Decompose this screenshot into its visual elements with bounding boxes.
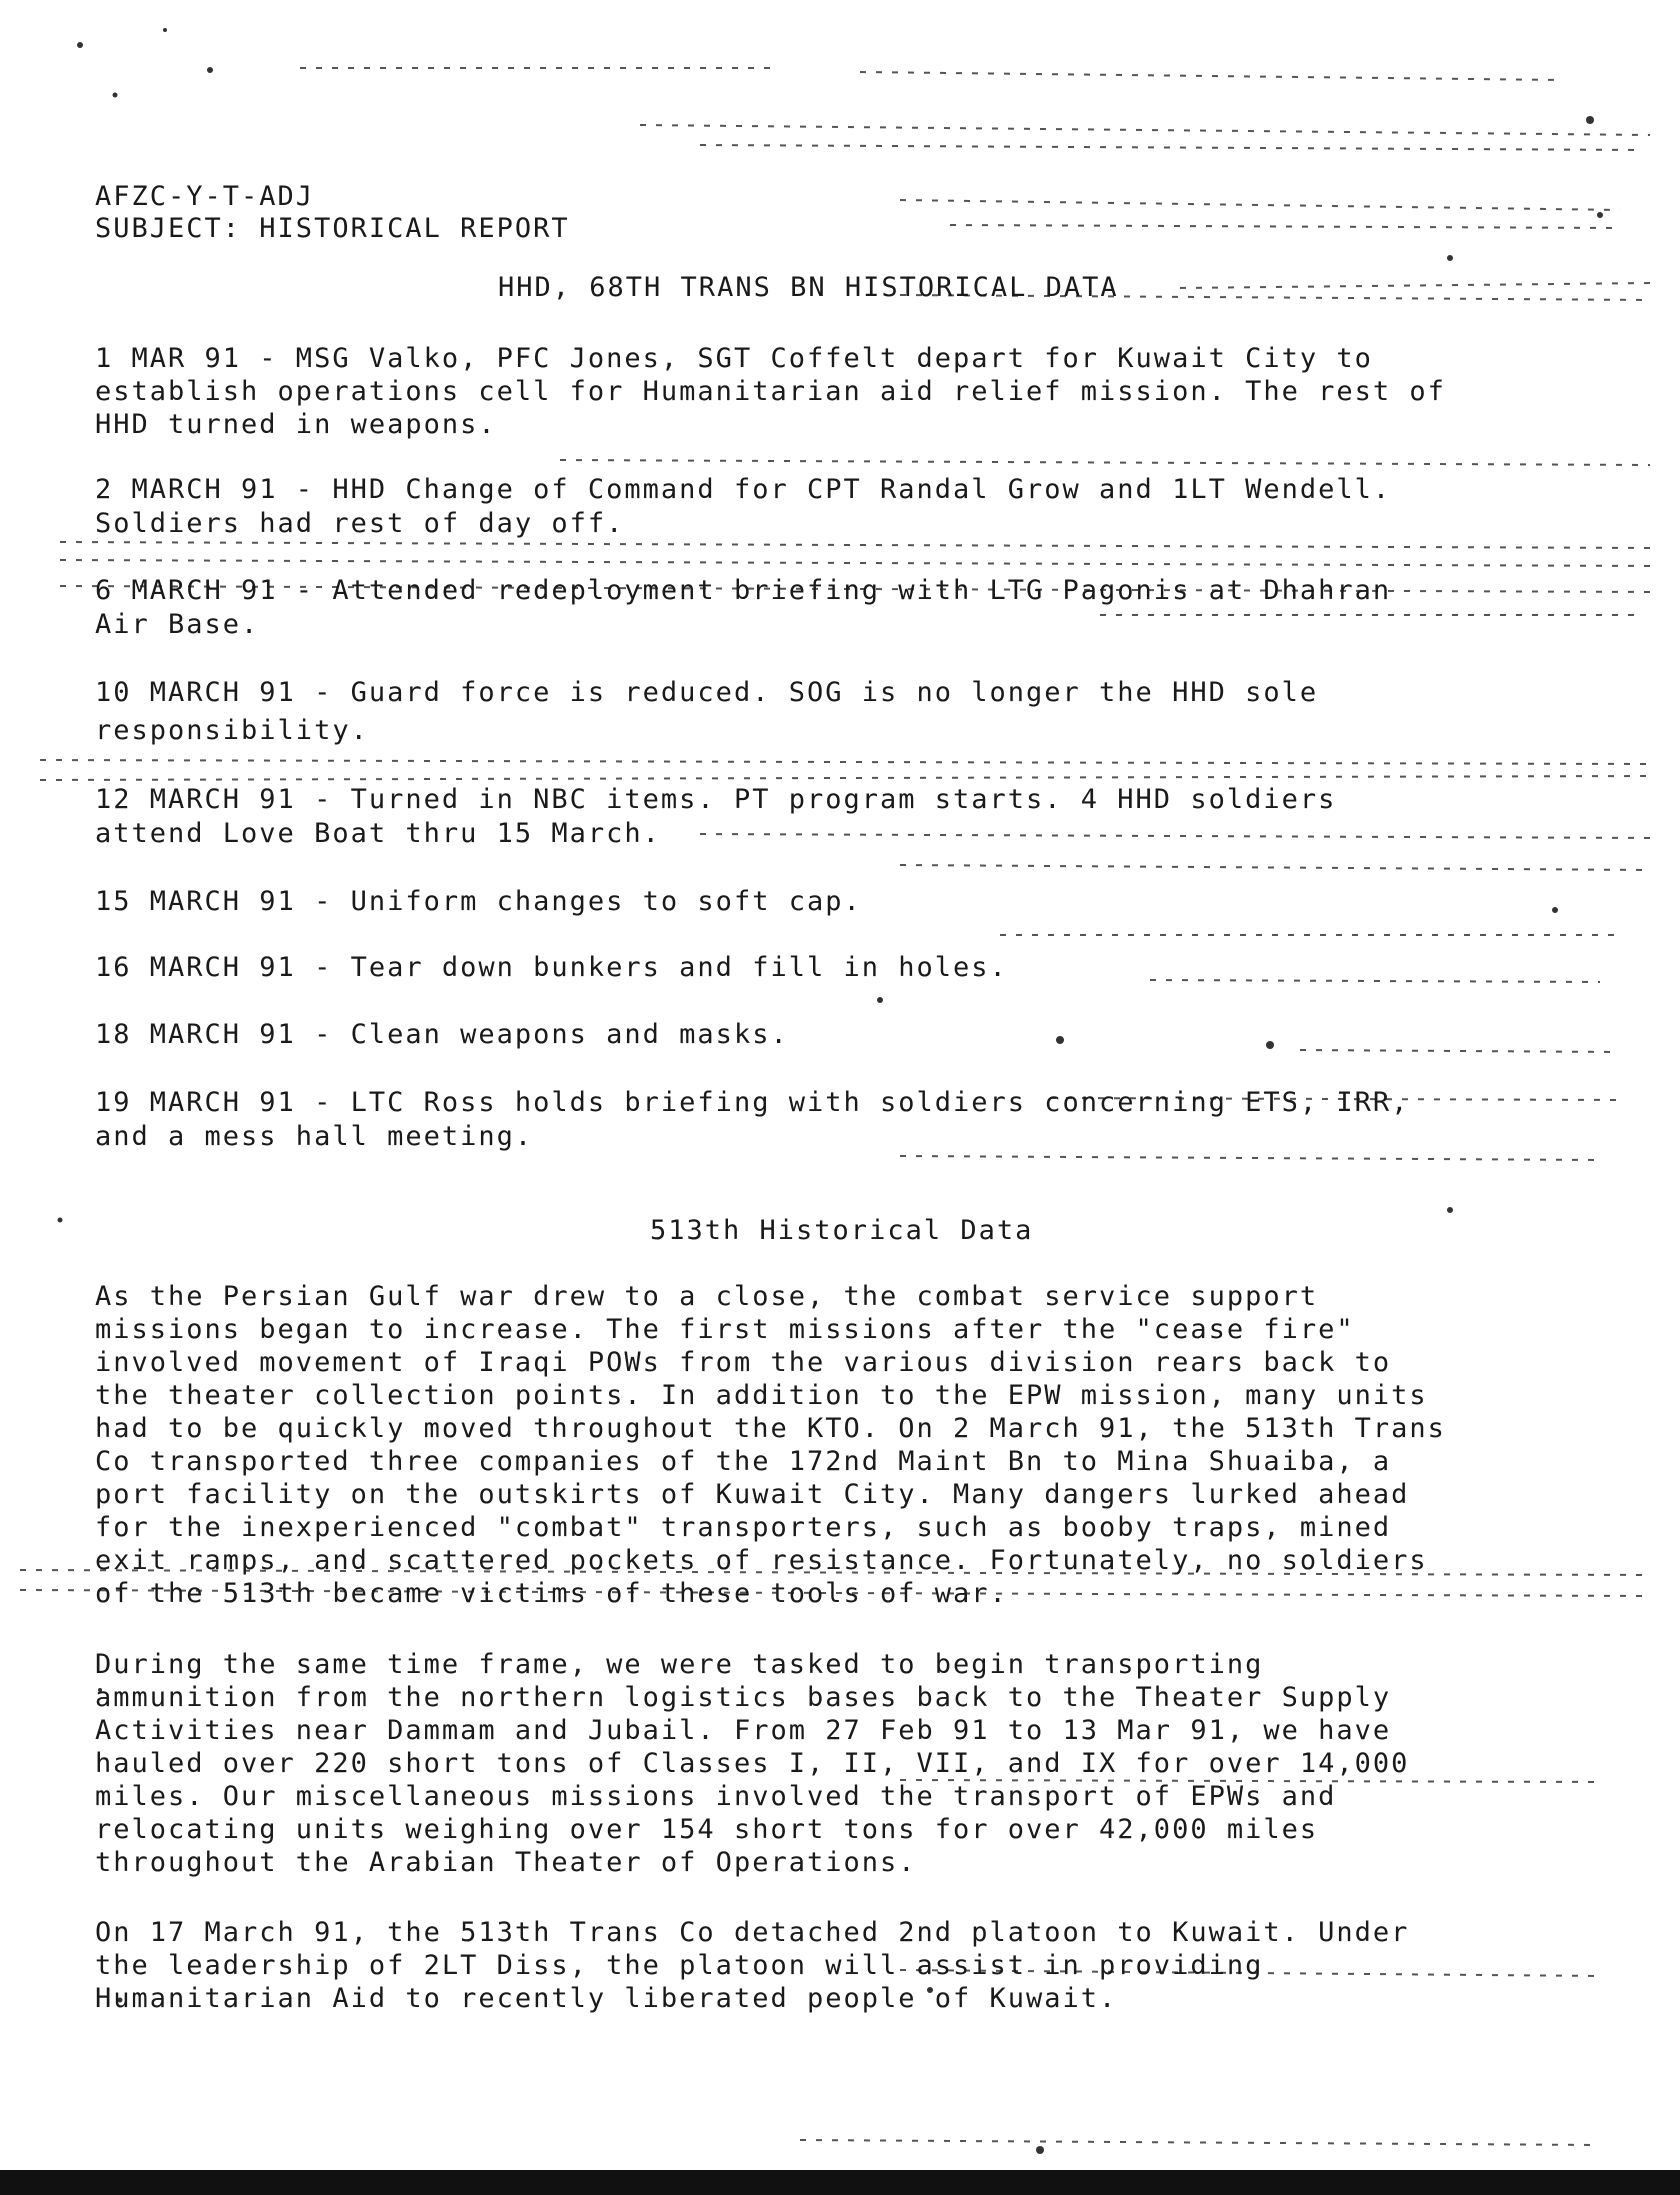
- section2-title: 513th Historical Data: [650, 1215, 1034, 1246]
- paragraph-line: exit ramps, and scattered pockets of resistance. Fortunately, no soldiers: [95, 1545, 1428, 1576]
- entry-line: 18 MARCH 91 - Clean weapons and masks.: [95, 1019, 789, 1050]
- entry-line: and a mess hall meeting.: [95, 1121, 534, 1152]
- paragraph-line: Co transported three companies of the 172nd Maint Bn to Mina Shuaiba, a: [95, 1446, 1392, 1477]
- paragraph-line: relocating units weighing over 154 short tons for over 42,000 miles: [95, 1814, 1319, 1845]
- entry-line: attend Love Boat thru 15 March.: [95, 818, 661, 849]
- paragraph-line: missions began to increase. The first missions after the "cease fire": [95, 1314, 1355, 1345]
- paragraph-line: of the 513th became victims of these tools of war.: [95, 1578, 1008, 1609]
- paragraph-line: On 17 March 91, the 513th Trans Co detached 2nd platoon to Kuwait. Under: [95, 1917, 1410, 1948]
- entry-line: Soldiers had rest of day off.: [95, 508, 625, 539]
- entry-line: 6 MARCH 91 - Attended redeployment briefing with LTG Pagonis at Dhahran: [95, 575, 1392, 606]
- paragraph-line: Humanitarian Aid to recently liberated people of Kuwait.: [95, 1983, 1118, 2014]
- paragraph-line: throughout the Arabian Theater of Operations.: [95, 1847, 917, 1878]
- entry-line: responsibility.: [95, 715, 369, 746]
- entry-line: establish operations cell for Humanitarian aid relief mission. The rest of: [95, 376, 1446, 407]
- paragraph-line: ammunition from the northern logistics bases back to the Theater Supply: [95, 1682, 1392, 1713]
- paragraph-line: port facility on the outskirts of Kuwait City. Many dangers lurked ahead: [95, 1479, 1410, 1510]
- paragraph-line: During the same time frame, we were tasked to begin transporting: [95, 1649, 1264, 1680]
- paragraph-line: hauled over 220 short tons of Classes I, II, VII, and IX for over 14,000: [95, 1748, 1410, 1779]
- paragraph-line: involved movement of Iraqi POWs from the various division rears back to: [95, 1347, 1392, 1378]
- entry-line: 12 MARCH 91 - Turned in NBC items. PT program starts. 4 HHD soldiers: [95, 784, 1337, 815]
- subject-line: SUBJECT: HISTORICAL REPORT: [95, 213, 570, 244]
- paragraph-line: had to be quickly moved throughout the KTO. On 2 March 91, the 513th Trans: [95, 1413, 1446, 1444]
- paragraph-line: Activities near Dammam and Jubail. From 27 Feb 91 to 13 Mar 91, we have: [95, 1715, 1392, 1746]
- section1-title: HHD, 68TH TRANS BN HISTORICAL DATA: [498, 272, 1119, 303]
- paragraph-line: miles. Our miscellaneous missions involved the transport of EPWs and: [95, 1781, 1337, 1812]
- entry-line: Air Base.: [95, 609, 260, 640]
- paragraph-line: for the inexperienced "combat" transporters, such as booby traps, mined: [95, 1512, 1392, 1543]
- office-symbol: AFZC-Y-T-ADJ: [95, 181, 315, 212]
- entry-line: 16 MARCH 91 - Tear down bunkers and fill in holes.: [95, 952, 1008, 983]
- entry-line: 19 MARCH 91 - LTC Ross holds briefing with soldiers concerning ETS, IRR,: [95, 1087, 1410, 1118]
- entry-line: HHD turned in weapons.: [95, 409, 497, 440]
- entry-line: 1 MAR 91 - MSG Valko, PFC Jones, SGT Coffelt depart for Kuwait City to: [95, 343, 1373, 374]
- entry-line: 10 MARCH 91 - Guard force is reduced. SOG is no longer the HHD sole: [95, 677, 1319, 708]
- scan-edge-bar: [0, 2170, 1680, 2195]
- paragraph-line: the leadership of 2LT Diss, the platoon will assist in providing: [95, 1950, 1264, 1981]
- paragraph-line: the theater collection points. In addition to the EPW mission, many units: [95, 1380, 1428, 1411]
- entry-line: 2 MARCH 91 - HHD Change of Command for CPT Randal Grow and 1LT Wendell.: [95, 474, 1392, 505]
- entry-line: 15 MARCH 91 - Uniform changes to soft cap.: [95, 886, 862, 917]
- paragraph-line: As the Persian Gulf war drew to a close, the combat service support: [95, 1281, 1319, 1312]
